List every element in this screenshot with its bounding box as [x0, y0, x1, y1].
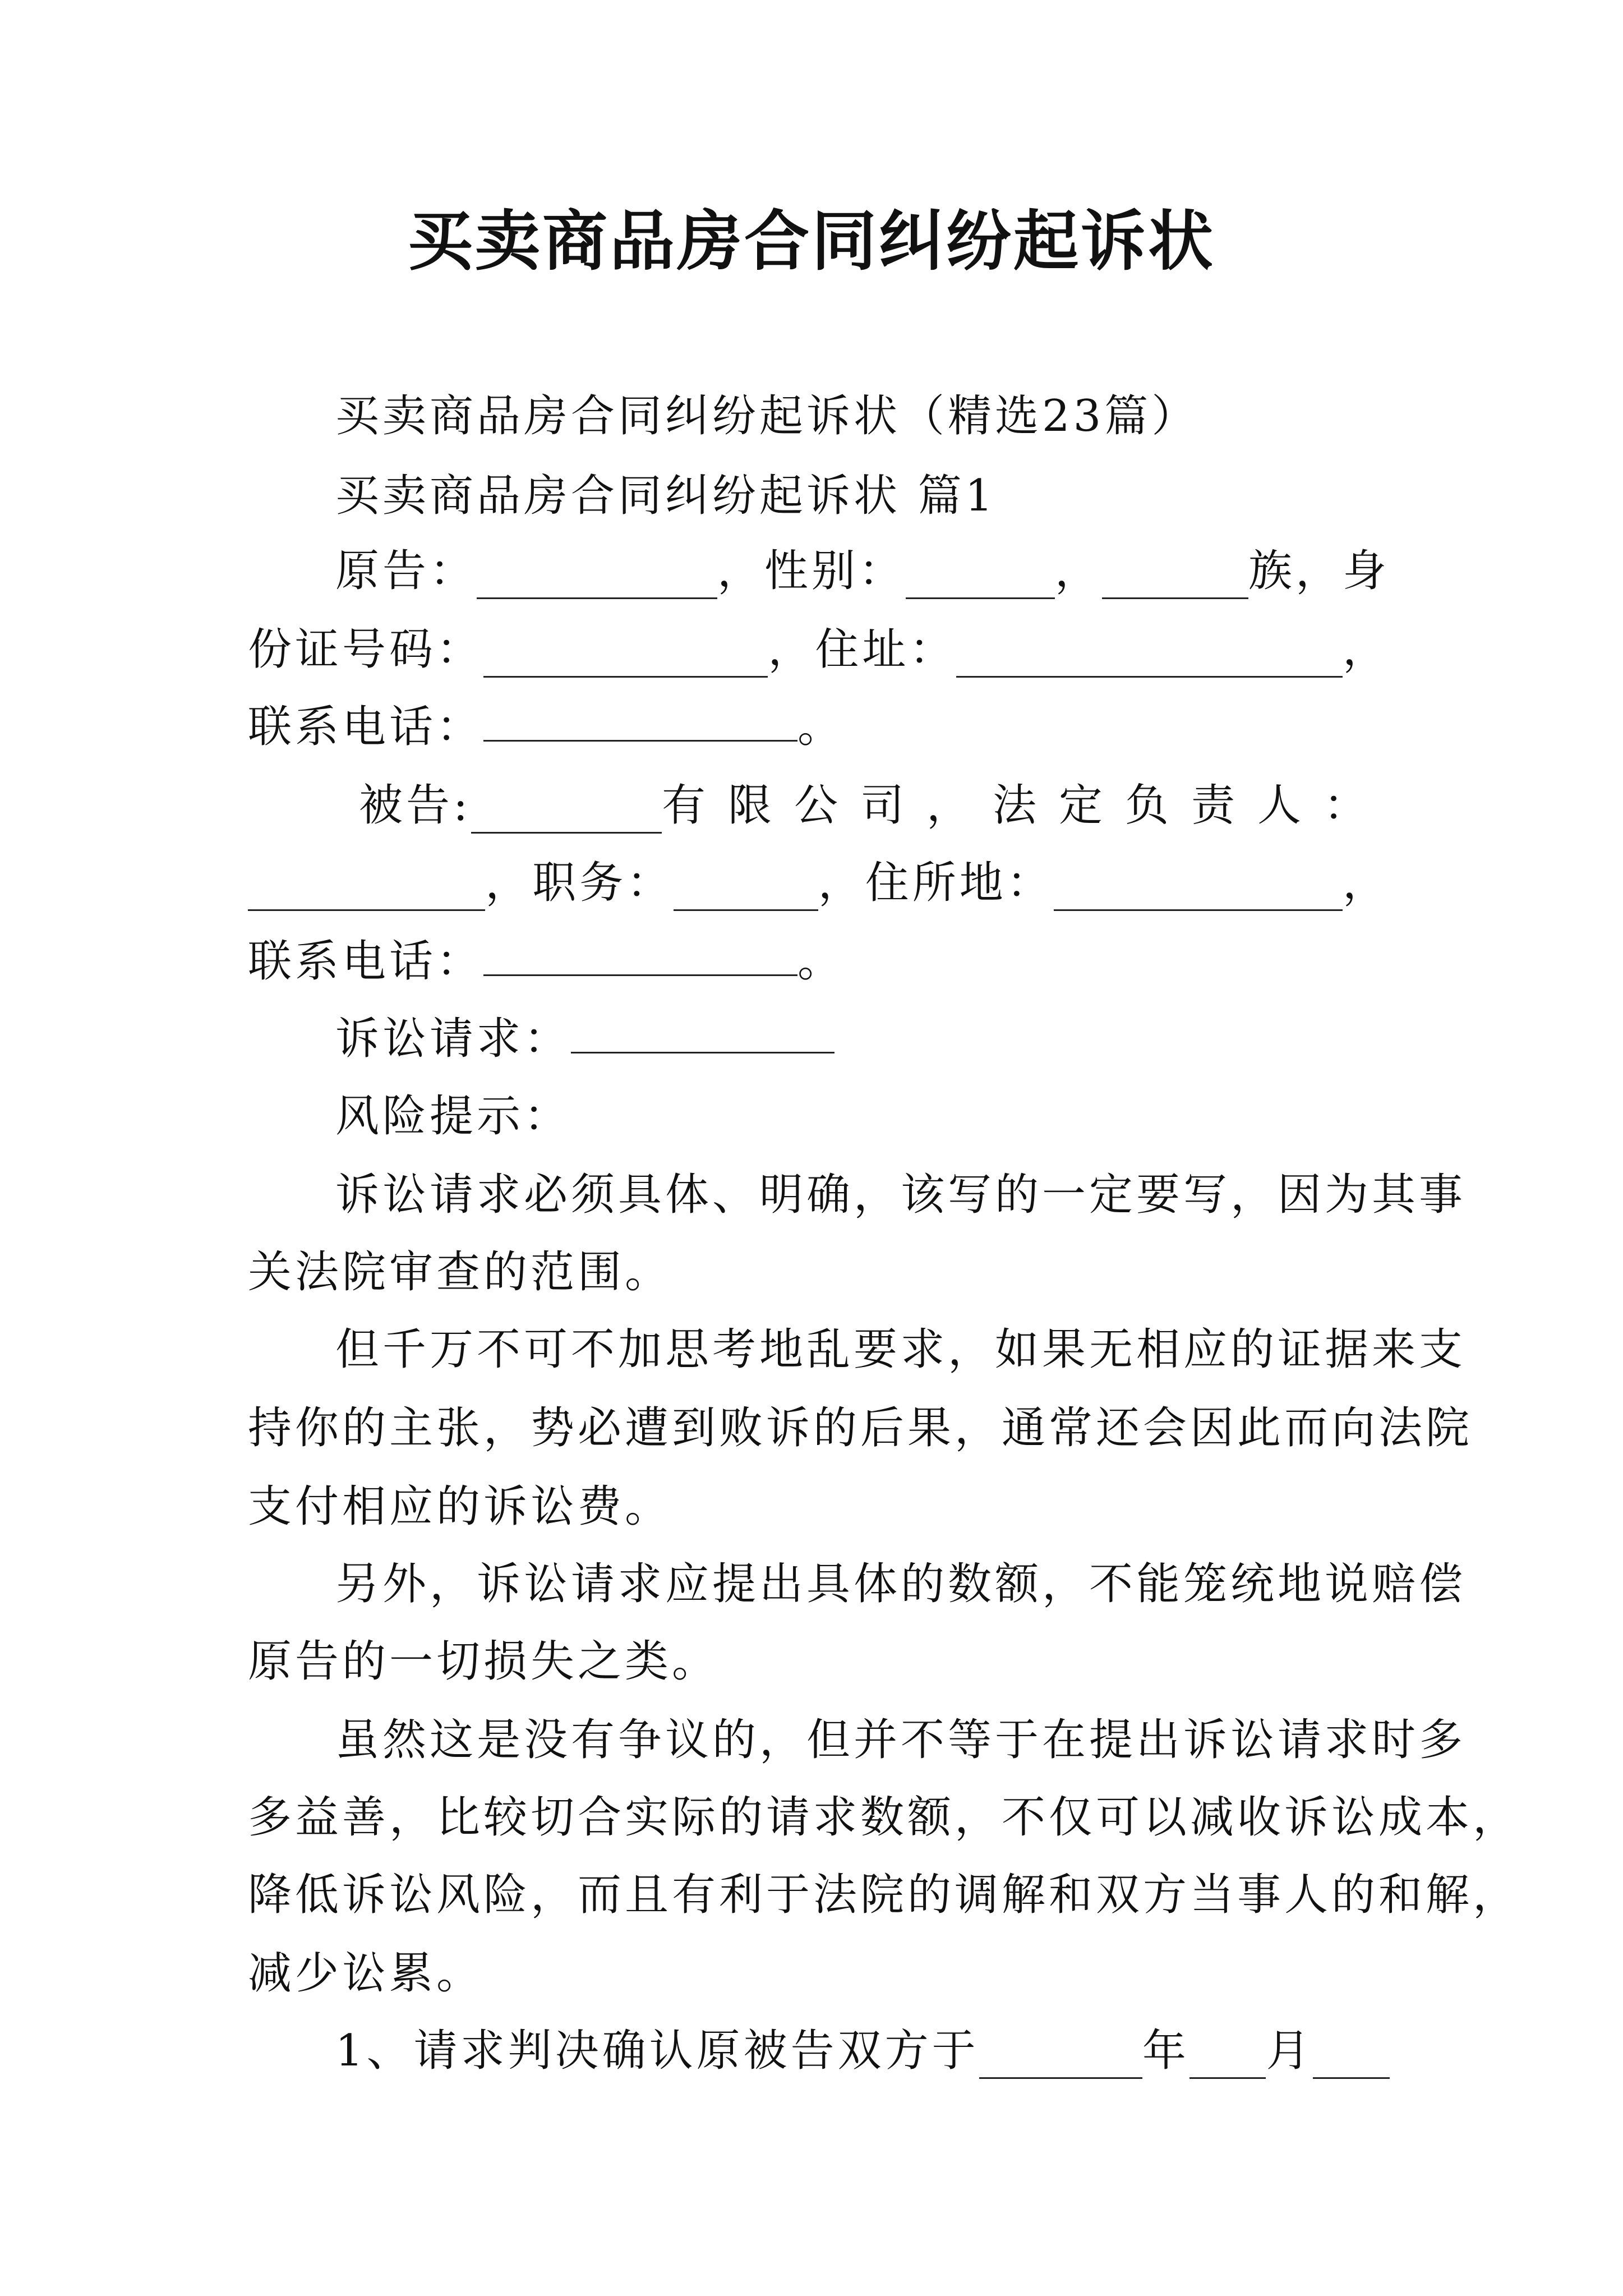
defendant-phone-blank	[483, 935, 797, 976]
section-heading: 买卖商品房合同纠纷起诉状 篇1	[335, 471, 997, 521]
month-label: 月	[1266, 2026, 1313, 2076]
defendant-line-2	[248, 855, 1390, 911]
domicile-blank	[1054, 870, 1343, 911]
paragraph-line: 关法院审查的范围。	[248, 1247, 672, 1297]
ethnic-id-label: 族，身	[1248, 546, 1390, 596]
paragraph-line: 降低诉讼风险，而且有利于法院的调解和双方当事人的和解，	[248, 1870, 1520, 1920]
claims-line	[335, 1011, 834, 1067]
address-label: ，住址：	[768, 624, 957, 675]
paragraph-line: 虽然这是没有争议的，但并不等于在提出诉讼请求时多	[335, 1715, 1467, 1765]
defendant-line-1	[359, 777, 1390, 834]
subtitle: 买卖商品房合同纠纷起诉状（精选23篇）	[335, 391, 1199, 441]
ethnic-blank	[1102, 558, 1248, 599]
id-number-label: 份证号码：	[248, 624, 484, 675]
paragraph-line: 但千万不可不加思考地乱要求，如果无相应的证据来支	[335, 1324, 1467, 1375]
gender-blank	[906, 558, 1055, 599]
day-blank	[1313, 2038, 1390, 2079]
legal-rep-blank	[248, 870, 485, 911]
plaintiff-line-1	[335, 543, 1390, 599]
plaintiff-label: 原告：	[335, 546, 477, 596]
id-number-blank	[483, 637, 768, 678]
defendant-period: 。	[797, 936, 845, 987]
plaintiff-line-3	[248, 699, 845, 755]
risk-label: 风险提示：	[335, 1091, 571, 1142]
address-end-comma: ，	[1342, 624, 1390, 675]
domicile-end-comma: ，	[1343, 858, 1390, 908]
gender-label: ，性别：	[717, 546, 906, 596]
company-label: 有限公司，法定负责人：	[661, 780, 1390, 831]
separator-comma: ，	[1054, 546, 1102, 596]
claims-label: 诉讼请求：	[335, 1014, 571, 1064]
plaintiff-phone-blank	[483, 701, 797, 742]
claims-blank	[571, 1013, 834, 1053]
defendant-name-blank	[471, 793, 662, 834]
plaintiff-line-2	[248, 622, 1390, 678]
paragraph-line: 支付相应的诉讼费。	[248, 1481, 672, 1532]
plaintiff-period: 。	[797, 702, 845, 752]
defendant-line-3	[248, 933, 845, 990]
plaintiff-phone-label: 联系电话：	[248, 702, 484, 752]
paragraph-line: 另外，诉讼请求应提出具体的数额，不能笼统地说赔偿	[335, 1559, 1467, 1609]
item-1-text: 1、请求判决确认原被告双方于	[335, 2026, 979, 2076]
year-label: 年	[1142, 2026, 1189, 2076]
page-title: 买卖商品房合同纠纷起诉状	[408, 203, 1215, 279]
paragraph-line: 减少讼累。	[248, 1948, 484, 1999]
address-blank	[956, 637, 1343, 678]
paragraph-line: 多益善，比较切合实际的请求数额，不仅可以减收诉讼成本，	[248, 1792, 1520, 1843]
defendant-label: 被告:	[359, 780, 472, 831]
item-1-line	[335, 2023, 1390, 2079]
plaintiff-name-blank	[477, 558, 717, 599]
domicile-label: ，住所地：	[818, 858, 1054, 908]
month-blank	[1189, 2038, 1266, 2079]
position-blank	[674, 870, 818, 911]
paragraph-line: 持你的主张，势必遭到败诉的后果，通常还会因此而向法院	[248, 1403, 1473, 1453]
defendant-phone-label: 联系电话：	[248, 936, 484, 987]
paragraph-line: 原告的一切损失之类。	[248, 1636, 720, 1687]
paragraph-line: 诉讼请求必须具体、明确，该写的一定要写，因为其事	[335, 1170, 1467, 1220]
year-blank	[979, 2038, 1142, 2079]
position-label: ，职务：	[485, 858, 674, 908]
